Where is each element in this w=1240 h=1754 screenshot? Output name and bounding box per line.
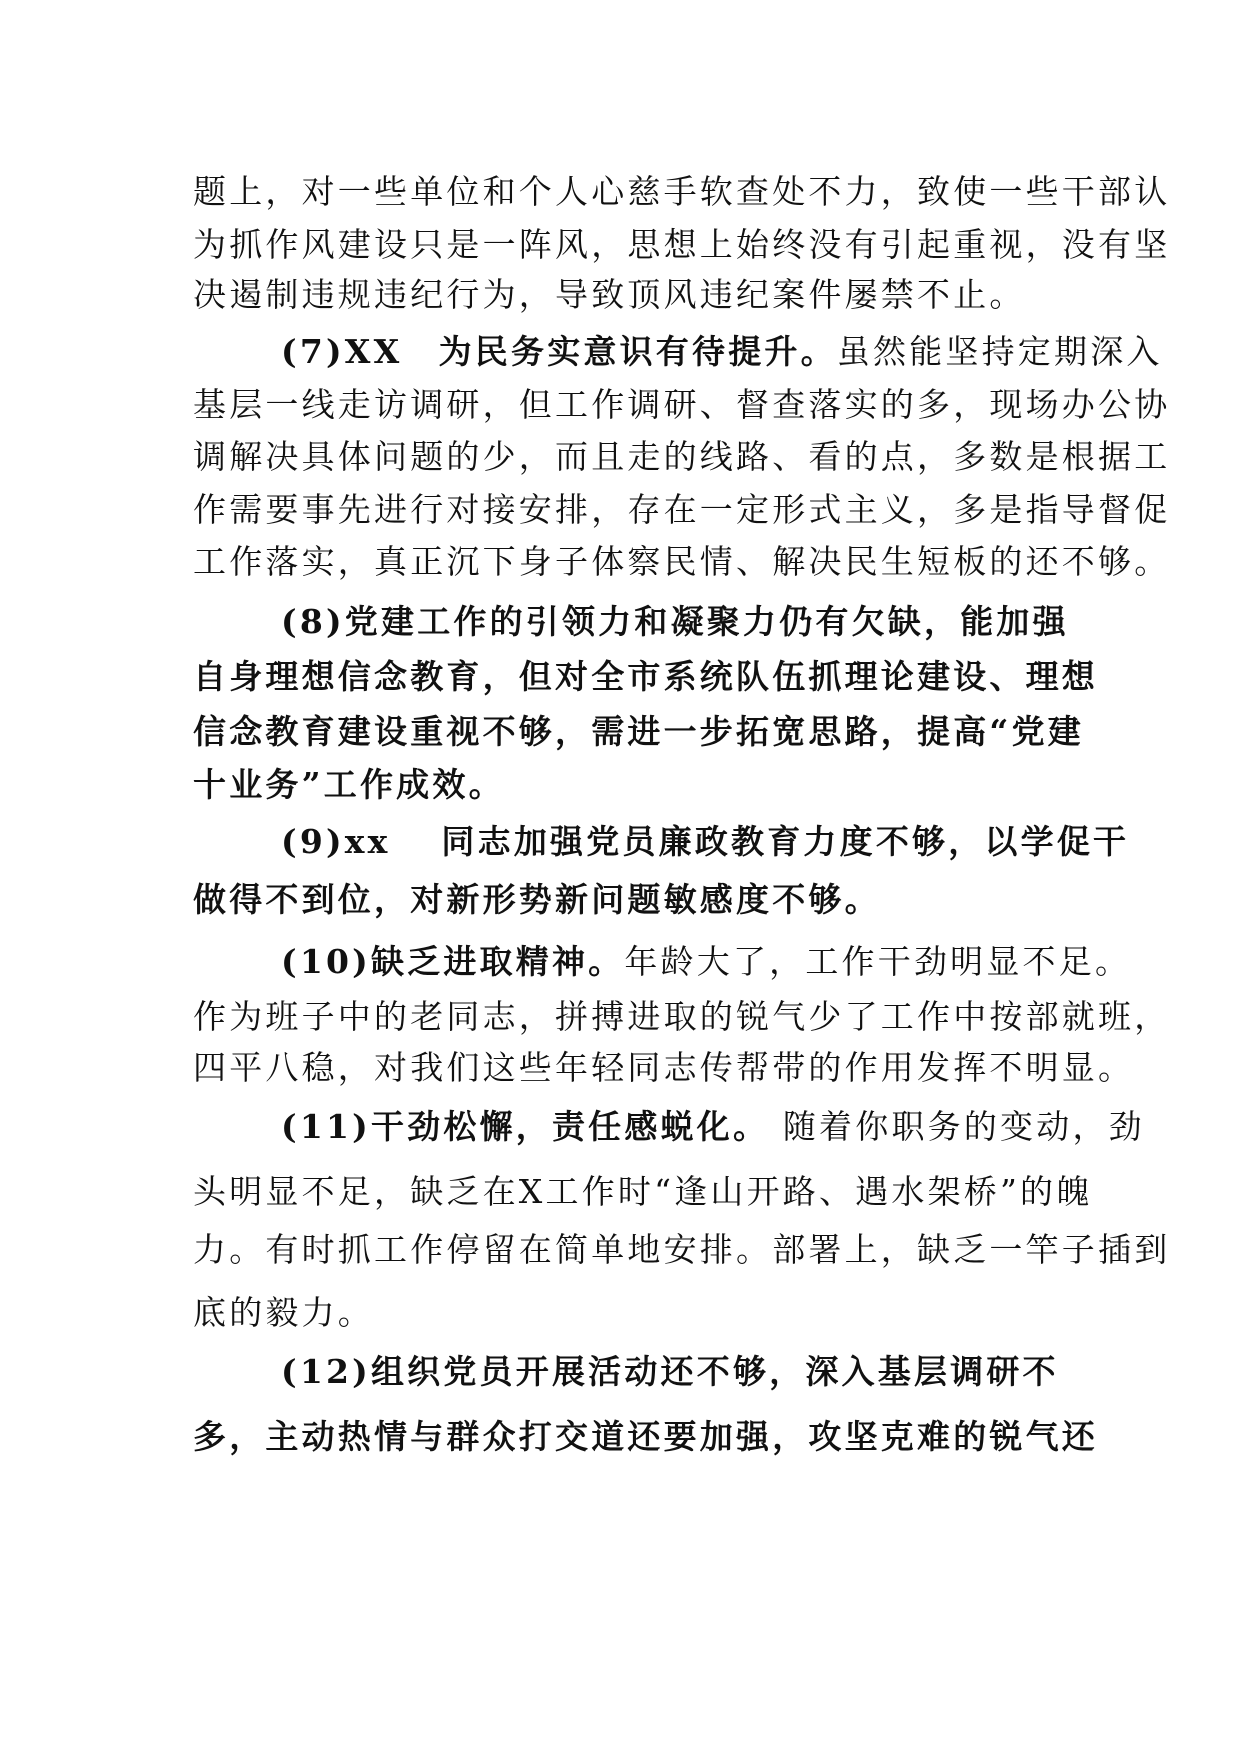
text-line: 信念教育建设重视不够，需进一步拓宽思路，提高“党建 bbox=[193, 712, 1084, 751]
paragraph-7-first-line bbox=[281, 332, 1163, 372]
text-line: 决遏制违规违纪行为，导致顶风违纪案件屡禁不止。 bbox=[193, 275, 1026, 314]
text-line: 题上，对一些单位和个人心慈手软查处不力，致使一些干部认 bbox=[193, 172, 1171, 211]
text-line: 四平八稳，对我们这些年轻同志传帮带的作用发挥不明显。 bbox=[193, 1048, 1135, 1087]
item-12-heading: (12)组织党员开展活动还不够，深入基层调研不 bbox=[281, 1352, 1059, 1391]
text-line: 多，主动热情与群众打交道还要加强，攻坚克难的锐气还 bbox=[193, 1417, 1098, 1456]
text-line: 工作落实，真正沉下身子体察民情、解决民生短板的还不够。 bbox=[193, 542, 1171, 581]
text-line: 力。有时抓工作停留在简单地安排。部署上，缺乏一竿子插到 bbox=[193, 1230, 1171, 1269]
item-11-text: 随着你职务的变动，劲 bbox=[769, 1107, 1145, 1146]
text-line: 自身理想信念教育，但对全市系统队伍抓理论建设、理想 bbox=[193, 657, 1098, 696]
item-7-heading: (7)XX 为民务实意识有待提升。 bbox=[281, 332, 837, 371]
text-line: 基层一线走访调研，但工作调研、督查落实的多，现场办公协 bbox=[193, 385, 1171, 424]
text-line: 作为班子中的老同志，拼搏进取的锐气少了工作中按部就班， bbox=[193, 997, 1171, 1036]
item-9-heading: (9)xx 同志加强党员廉政教育力度不够，以学促干 bbox=[281, 822, 1130, 861]
text-line: 十业务”工作成效。 bbox=[193, 765, 505, 804]
item-10-text: 年龄大了，工作干劲明显不足。 bbox=[624, 942, 1132, 981]
item-7-text: 虽然能坚持定期深入 bbox=[836, 332, 1163, 371]
item-8-heading: (8)党建工作的引领力和凝聚力仍有欠缺，能加强 bbox=[281, 602, 1069, 641]
text-line: 底的毅力。 bbox=[193, 1293, 374, 1332]
text-line: 调解决具体问题的少，而且走的线路、看的点，多数是根据工 bbox=[193, 437, 1171, 476]
item-11-heading: (11)干劲松懈，责任感蜕化。 bbox=[281, 1107, 770, 1146]
text-line: 做得不到位，对新形势新问题敏感度不够。 bbox=[193, 880, 881, 919]
text-line: 作需要事先进行对接安排，存在一定形式主义，多是指导督促 bbox=[193, 490, 1171, 529]
paragraph-11-first-line bbox=[281, 1107, 1145, 1147]
item-10-heading: (10)缺乏进取精神。 bbox=[281, 942, 625, 981]
text-line: 头明显不足，缺乏在X工作时“逢山开路、遇水架桥”的魄 bbox=[193, 1172, 1093, 1211]
text-line: 为抓作风建设只是一阵风，思想上始终没有引起重视，没有坚 bbox=[193, 225, 1171, 264]
paragraph-10-first-line bbox=[281, 942, 1131, 982]
